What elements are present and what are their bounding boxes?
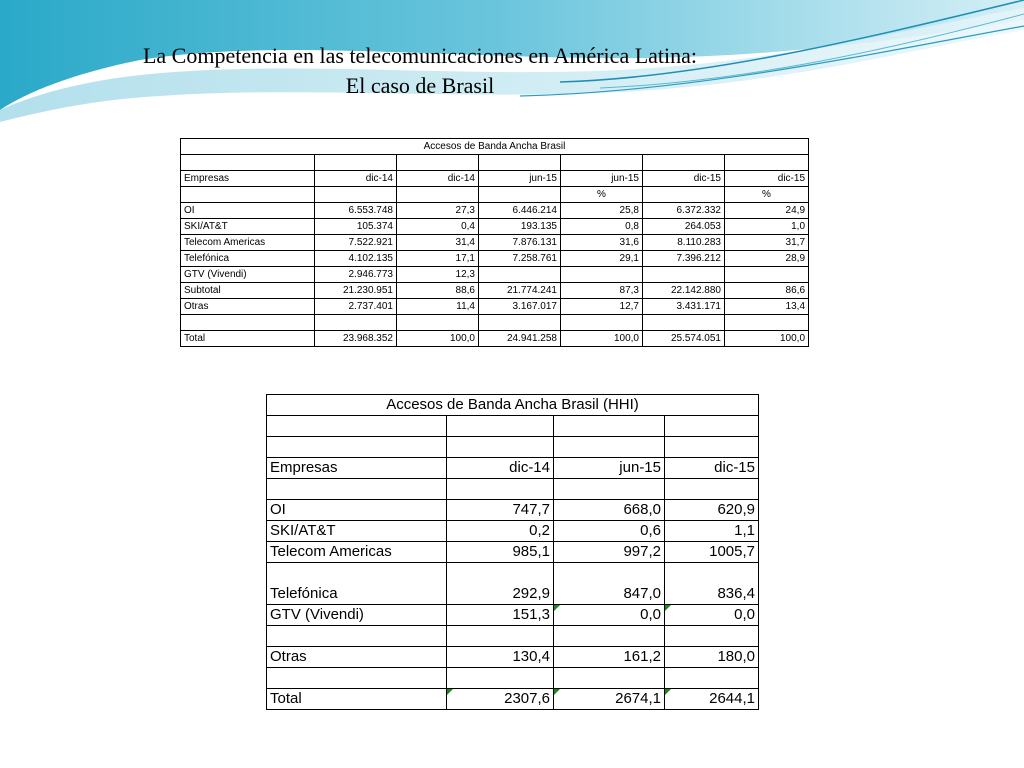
cell: 100,0 <box>561 331 643 347</box>
cell: 21.774.241 <box>479 283 561 299</box>
cell: Telecom Americas <box>181 235 315 251</box>
table-row <box>267 500 759 521</box>
cell: 4.102.135 <box>315 251 397 267</box>
cell: 151,3 <box>447 605 554 626</box>
table-total-row <box>267 689 759 710</box>
column-header: jun-15 <box>479 171 561 187</box>
cell: 2.946.773 <box>315 267 397 283</box>
table-row <box>181 315 809 331</box>
cell: 86,6 <box>725 283 809 299</box>
table-total-row <box>181 331 809 347</box>
column-header: dic-14 <box>397 171 479 187</box>
cell: 836,4 <box>665 563 759 605</box>
cell: GTV (Vivendi) <box>267 605 447 626</box>
cell: 6.553.748 <box>315 203 397 219</box>
cell: 22.142.880 <box>643 283 725 299</box>
cell: 27,3 <box>397 203 479 219</box>
cell: Total <box>181 331 315 347</box>
cell: 8.110.283 <box>643 235 725 251</box>
table-row <box>181 155 809 171</box>
cell: 25.574.051 <box>643 331 725 347</box>
cell: 100,0 <box>725 331 809 347</box>
cell: 0,2 <box>447 521 554 542</box>
cell: 17,1 <box>397 251 479 267</box>
cell: Telecom Americas <box>267 542 447 563</box>
table-row <box>181 251 809 267</box>
cell: 88,6 <box>397 283 479 299</box>
cell: 985,1 <box>447 542 554 563</box>
cell: 292,9 <box>447 563 554 605</box>
table-row <box>181 267 809 283</box>
cell: 7.522.921 <box>315 235 397 251</box>
cell: GTV (Vivendi) <box>181 267 315 283</box>
cell: 1,1 <box>665 521 759 542</box>
cell: 21.230.951 <box>315 283 397 299</box>
cell: 0,0 <box>554 605 665 626</box>
cell: 0,0 <box>665 605 759 626</box>
table-row <box>181 299 809 315</box>
cell: 3.167.017 <box>479 299 561 315</box>
column-header: dic-15 <box>643 171 725 187</box>
cell: Subtotal <box>181 283 315 299</box>
cell: 24,9 <box>725 203 809 219</box>
column-header: jun-15 <box>554 458 665 479</box>
cell: 24.941.258 <box>479 331 561 347</box>
cell: 87,3 <box>561 283 643 299</box>
table-row <box>267 563 759 605</box>
cell: 7.876.131 <box>479 235 561 251</box>
cell: SKI/AT&T <box>181 219 315 235</box>
cell: SKI/AT&T <box>267 521 447 542</box>
table-title: Accesos de Banda Ancha Brasil (HHI) <box>267 395 759 416</box>
table-row <box>267 668 759 689</box>
cell <box>479 267 561 283</box>
cell: 3.431.171 <box>643 299 725 315</box>
column-header: dic-15 <box>725 171 809 187</box>
table-row <box>267 542 759 563</box>
broadband-access-table <box>180 138 809 347</box>
cell: 747,7 <box>447 500 554 521</box>
cell: 0,4 <box>397 219 479 235</box>
table-row <box>267 416 759 437</box>
cell: 6.372.332 <box>643 203 725 219</box>
cell: 161,2 <box>554 647 665 668</box>
cell: 180,0 <box>665 647 759 668</box>
cell <box>561 267 643 283</box>
cell <box>643 267 725 283</box>
cell: 100,0 <box>397 331 479 347</box>
table-header-row <box>181 171 809 187</box>
cell: 997,2 <box>554 542 665 563</box>
cell: 12,7 <box>561 299 643 315</box>
cell: 28,9 <box>725 251 809 267</box>
cell: Telefónica <box>181 251 315 267</box>
column-header: Empresas <box>181 171 315 187</box>
table-row <box>181 219 809 235</box>
table-row <box>181 235 809 251</box>
column-header: dic-15 <box>665 458 759 479</box>
table-header-row <box>267 458 759 479</box>
cell: 105.374 <box>315 219 397 235</box>
cell: 847,0 <box>554 563 665 605</box>
column-header: dic-14 <box>447 458 554 479</box>
cell: 12,3 <box>397 267 479 283</box>
table-row <box>267 647 759 668</box>
cell: 2674,1 <box>554 689 665 710</box>
cell: 7.396.212 <box>643 251 725 267</box>
cell: Telefónica <box>267 563 447 605</box>
column-header: Empresas <box>267 458 447 479</box>
cell: 29,1 <box>561 251 643 267</box>
table-row <box>181 203 809 219</box>
page-title-line-1: La Competencia en las telecomunicaciones en América Latina: <box>142 43 698 68</box>
table-row <box>267 605 759 626</box>
table-row <box>267 437 759 458</box>
cell: 31,6 <box>561 235 643 251</box>
table-title: Accesos de Banda Ancha Brasil <box>181 139 809 155</box>
cell: OI <box>181 203 315 219</box>
table-row <box>181 283 809 299</box>
percent-label: % <box>561 187 643 203</box>
cell: 1005,7 <box>665 542 759 563</box>
table-row <box>267 479 759 500</box>
cell: 11,4 <box>397 299 479 315</box>
cell: 264.053 <box>643 219 725 235</box>
cell: 668,0 <box>554 500 665 521</box>
table-subheader-row <box>181 187 809 203</box>
cell: Otras <box>267 647 447 668</box>
cell: 6.446.214 <box>479 203 561 219</box>
column-header: dic-14 <box>315 171 397 187</box>
cell <box>725 267 809 283</box>
cell: 2.737.401 <box>315 299 397 315</box>
cell: Otras <box>181 299 315 315</box>
percent-label: % <box>725 187 809 203</box>
cell: OI <box>267 500 447 521</box>
cell: 1,0 <box>725 219 809 235</box>
page-title-line-2: El caso de Brasil <box>345 73 495 98</box>
cell: 620,9 <box>665 500 759 521</box>
cell: 31,7 <box>725 235 809 251</box>
table-row <box>267 626 759 647</box>
cell: 31,4 <box>397 235 479 251</box>
table-row <box>267 521 759 542</box>
column-header: jun-15 <box>561 171 643 187</box>
cell: 25,8 <box>561 203 643 219</box>
cell: 0,8 <box>561 219 643 235</box>
cell: 2307,6 <box>447 689 554 710</box>
hhi-table <box>266 394 759 710</box>
cell: 2644,1 <box>665 689 759 710</box>
cell: 7.258.761 <box>479 251 561 267</box>
cell: Total <box>267 689 447 710</box>
cell: 193.135 <box>479 219 561 235</box>
cell: 0,6 <box>554 521 665 542</box>
cell: 13,4 <box>725 299 809 315</box>
cell: 130,4 <box>447 647 554 668</box>
cell: 23.968.352 <box>315 331 397 347</box>
